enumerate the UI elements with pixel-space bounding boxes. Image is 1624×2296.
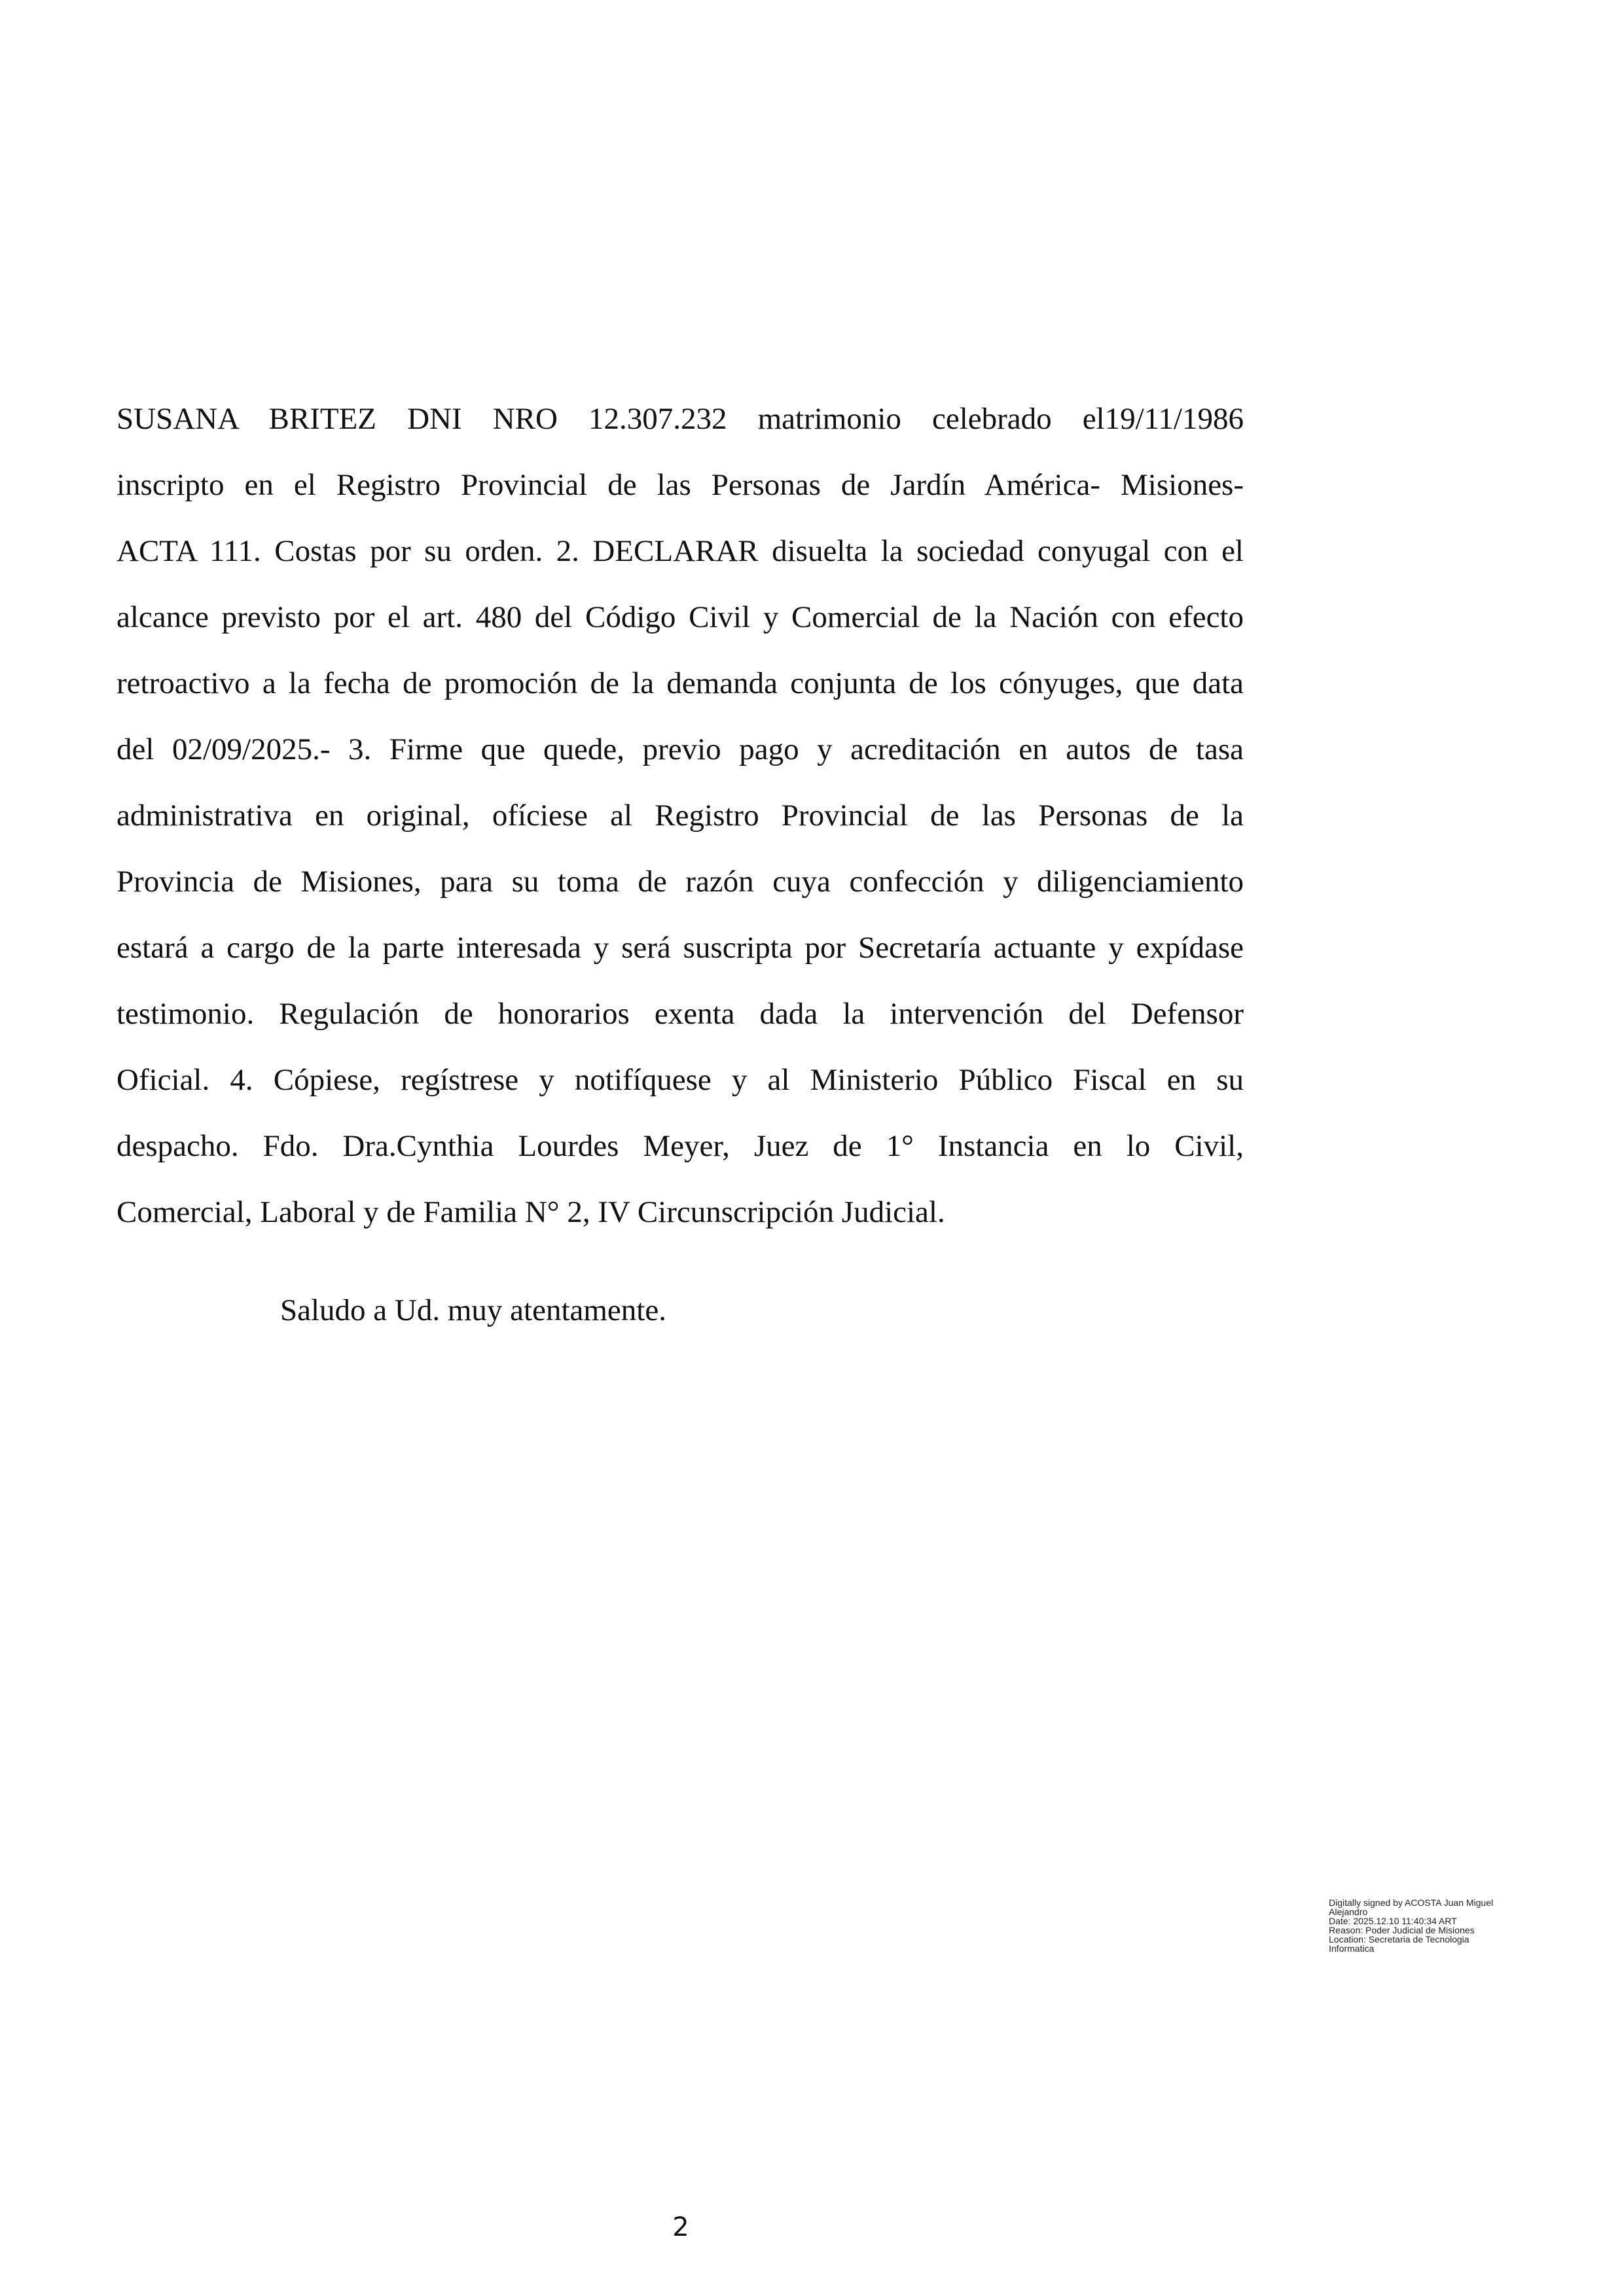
closing-salutation: Saludo a Ud. muy atentamente. — [280, 1293, 666, 1327]
signature-reason: Reason: Poder Judicial de Misiones — [1329, 1925, 1475, 1935]
body-line: SUSANA BRITEZ DNI NRO 12.307.232 matrimonio celebrado el19/11/1986 — [117, 402, 1244, 436]
body-line: Provincia de Misiones, para su toma de razón cuya confección y diligenciamiento — [117, 865, 1244, 899]
body-line: testimonio. Regulación de honorarios exenta dada la intervención del Defensor — [117, 997, 1244, 1031]
digital-signature — [1329, 1898, 1551, 1953]
body-line: despacho. Fdo. Dra.Cynthia Lourdes Meyer, Juez de 1° Instancia en lo Civil, — [117, 1129, 1244, 1163]
signature-line: Informatica — [1329, 1943, 1375, 1954]
body-line: Comercial, Laboral y de Familia N° 2, IV Circunscripción Judicial. — [117, 1195, 945, 1229]
body-line: inscripto en el Registro Provincial de las Personas de Jardín América- Misiones- — [117, 468, 1244, 502]
body-paragraph — [117, 386, 1244, 1246]
signature-line: Alejandro — [1329, 1907, 1368, 1917]
body-line: ACTA 111. Costas por su orden. 2. DECLARAR disuelta la sociedad conyugal con el — [117, 534, 1244, 568]
body-line: del 02/09/2025.- 3. Firme que quede, previo pago y acreditación en autos de tasa — [117, 732, 1244, 766]
signature-date: Date: 2025.12.10 11:40:34 ART — [1329, 1916, 1457, 1926]
body-line: retroactivo a la fecha de promoción de la demanda conjunta de los cónyuges, que data — [117, 666, 1244, 700]
body-line: alcance previsto por el art. 480 del Código Civil y Comercial de la Nación con efecto — [117, 600, 1244, 634]
body-line: administrativa en original, ofíciese al Registro Provincial de las Personas de la — [117, 798, 1244, 833]
body-line: Oficial. 4. Cópiese, regístrese y notifíquese y al Ministerio Público Fiscal en su — [117, 1063, 1244, 1097]
body-line: estará a cargo de la parte interesada y será suscripta por Secretaría actuante y expídase — [117, 931, 1244, 965]
signature-location: Location: Secretaria de Tecnologia — [1329, 1934, 1470, 1945]
page-number: 2 — [672, 2212, 689, 2242]
signature-line: Digitally signed by ACOSTA Juan Miguel — [1329, 1897, 1494, 1908]
